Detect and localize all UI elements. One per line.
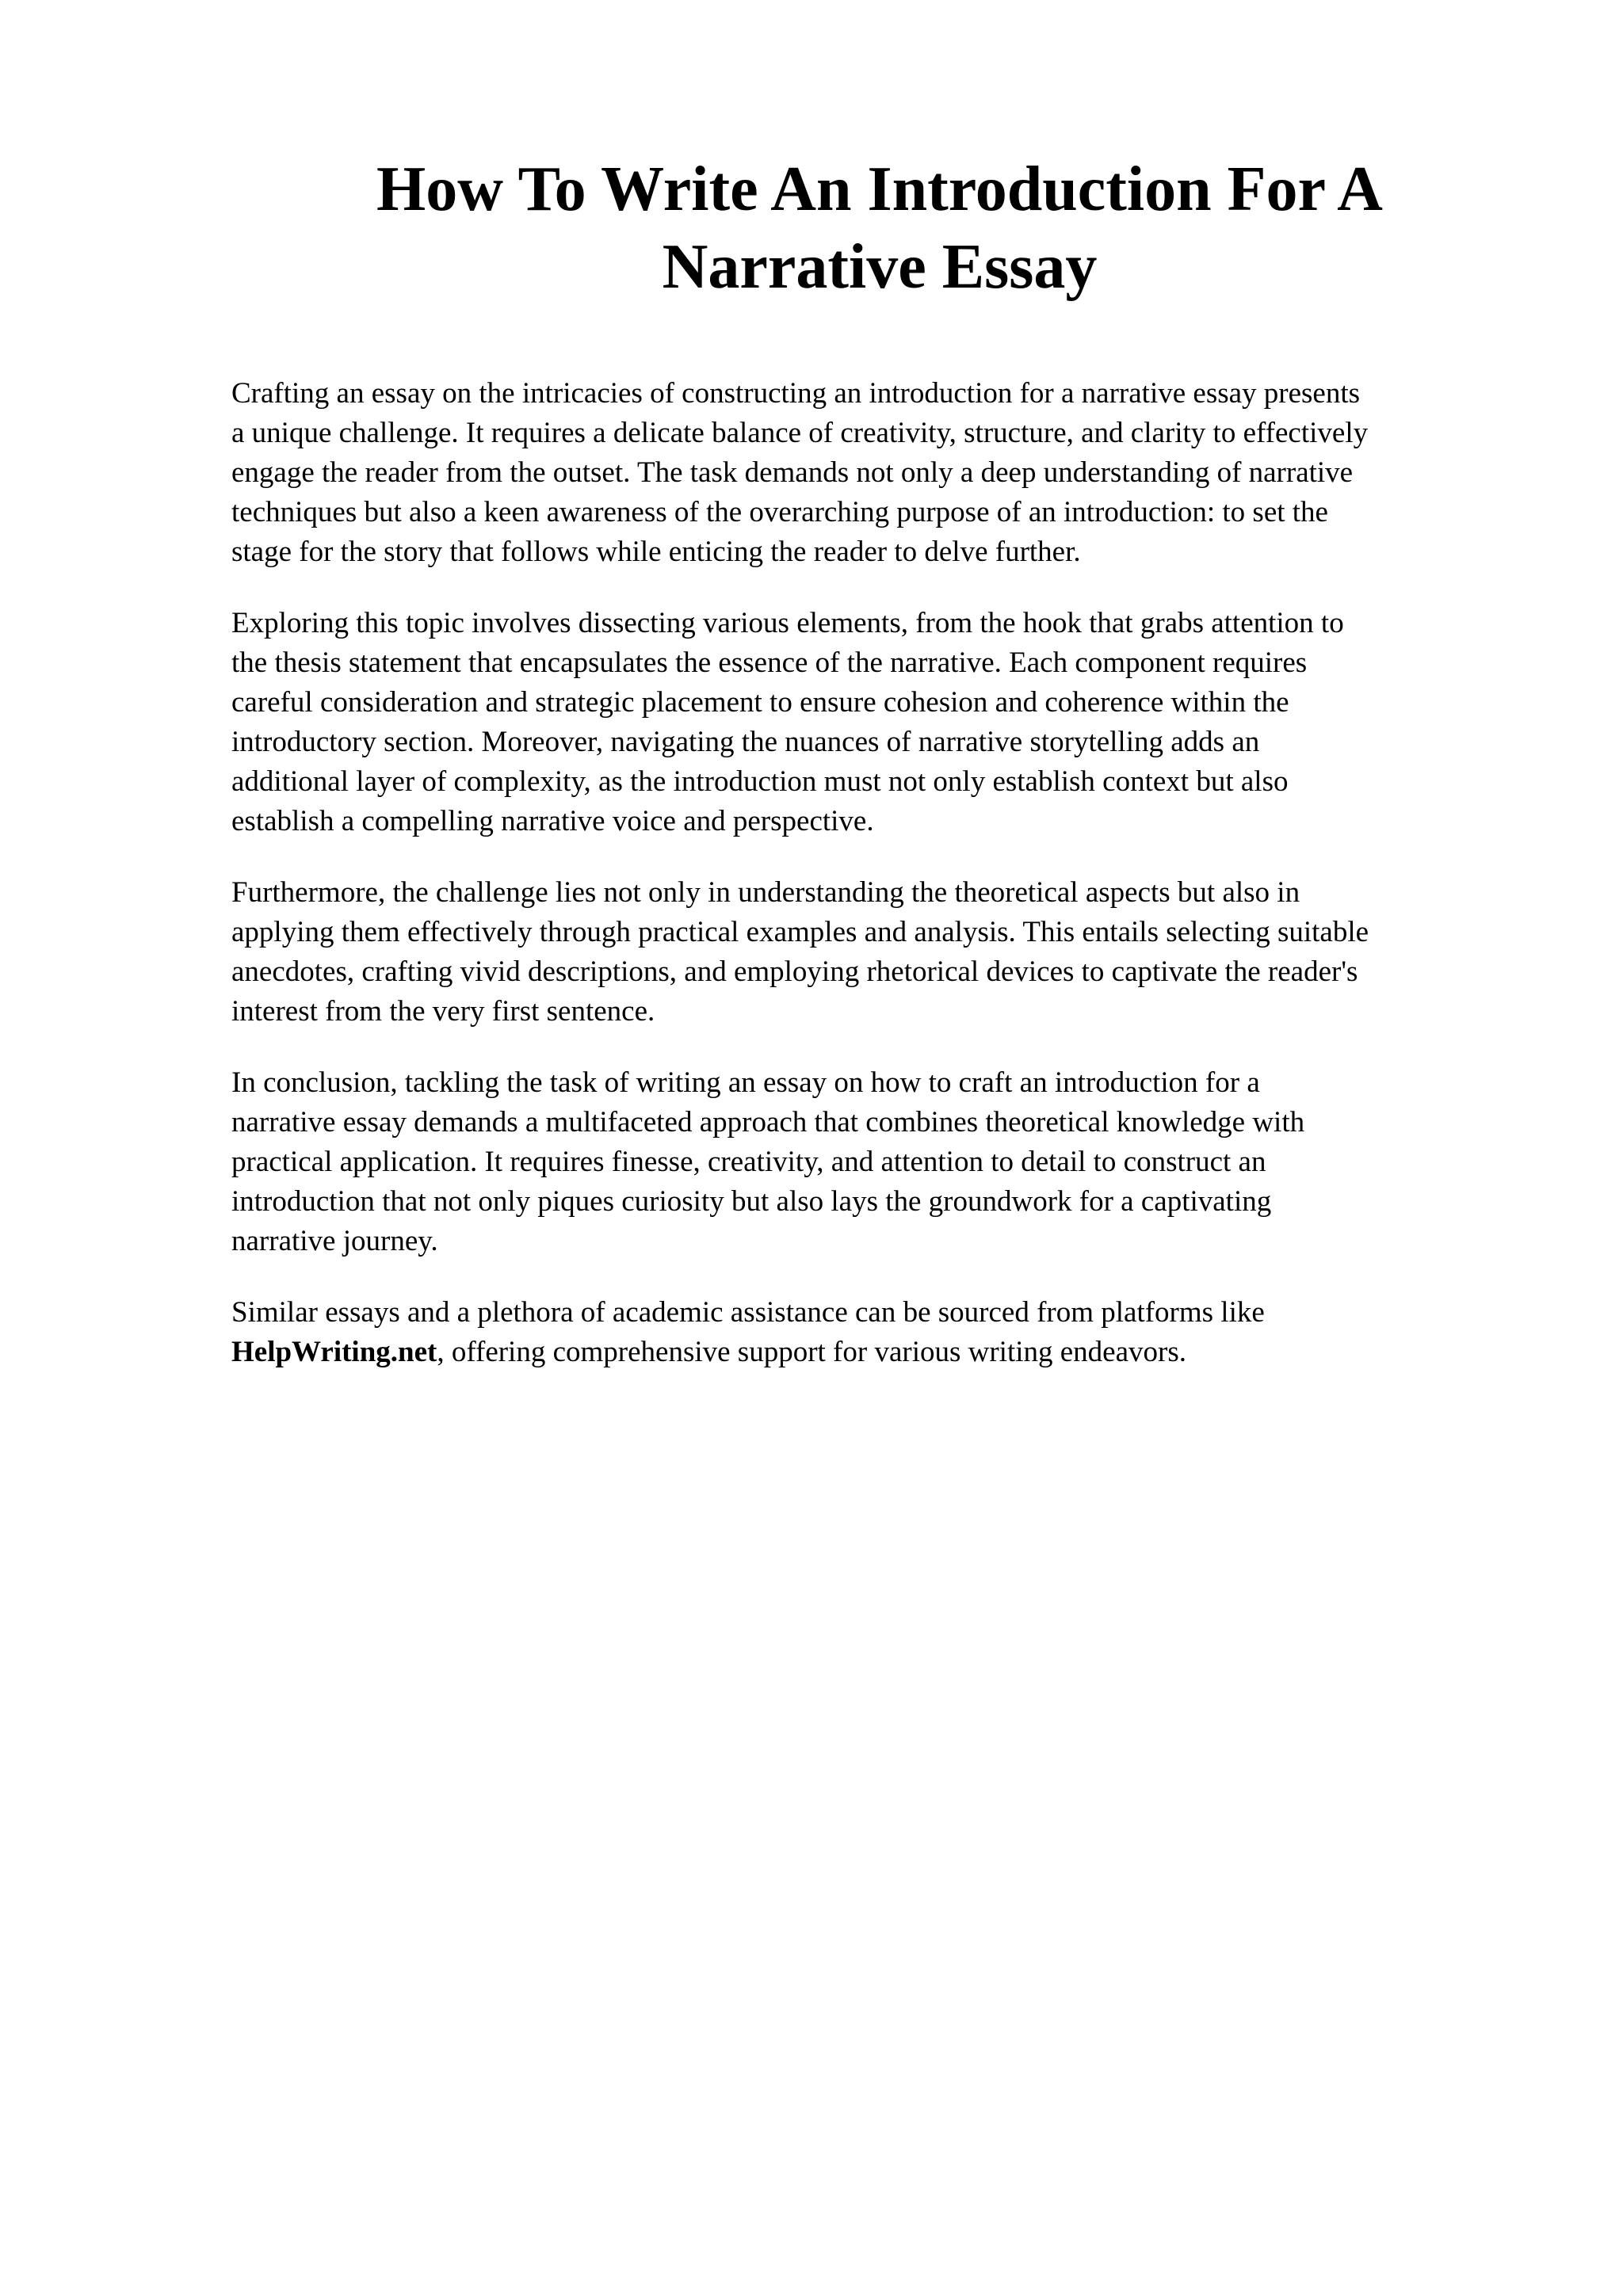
text-line: interest from the very first sentence.	[231, 995, 655, 1028]
text-line: narrative essay demands a multifaceted approach that combines theoretical knowledge with	[231, 1106, 1305, 1138]
paragraph-1	[231, 374, 1515, 572]
text-line: introductory section. Moreover, navigating the nuances of narrative storytelling adds an	[231, 726, 1260, 758]
text-line: Exploring this topic involves dissecting various elements, from the hook that grabs attention to	[231, 607, 1344, 639]
text-line: additional layer of complexity, as the introduction must not only establish context but also	[231, 765, 1289, 798]
text-line: the thesis statement that encapsulates the essence of the narrative. Each component requires	[231, 646, 1308, 679]
text-line: applying them effectively through practical examples and analysis. This entails selecting suitable	[231, 916, 1369, 948]
text-line: a unique challenge. It requires a delicate balance of creativity, structure, and clarity to effectively	[231, 417, 1369, 449]
text-line: In conclusion, tackling the task of writing an essay on how to craft an introduction for a	[231, 1066, 1260, 1099]
document-body	[231, 374, 1515, 1404]
text-line: Furthermore, the challenge lies not only in understanding the theoretical aspects but also in	[231, 876, 1300, 909]
text-line: stage for the story that follows while enticing the reader to delve further.	[231, 536, 1081, 568]
title-line: How To Write An Introduction For A	[376, 154, 1383, 224]
closing-text: , offering comprehensive support for various writing endeavors.	[437, 1336, 1186, 1368]
document-title	[317, 151, 1442, 306]
text-line	[231, 1333, 1515, 1372]
paragraph-2	[231, 604, 1515, 841]
text-line: introduction that not only piques curiosity but also lays the groundwork for a captivating	[231, 1185, 1272, 1218]
closing-paragraph	[231, 1293, 1515, 1372]
paragraph-4	[231, 1063, 1515, 1261]
text-line: Similar essays and a plethora of academic assistance can be sourced from platforms like	[231, 1296, 1265, 1329]
text-line: Crafting an essay on the intricacies of constructing an introduction for a narrative essay presents	[231, 377, 1361, 410]
text-line: careful consideration and strategic placement to ensure cohesion and coherence within the	[231, 686, 1289, 719]
helpwriting-link[interactable]: HelpWriting.net	[231, 1336, 437, 1368]
text-line: techniques but also a keen awareness of the overarching purpose of an introduction: to set the	[231, 496, 1328, 528]
text-line: establish a compelling narrative voice and perspective.	[231, 805, 874, 837]
text-line: anecdotes, crafting vivid descriptions, and employing rhetorical devices to captivate the reader's	[231, 955, 1358, 988]
text-line: engage the reader from the outset. The task demands not only a deep understanding of narrative	[231, 456, 1354, 489]
text-line: practical application. It requires finesse, creativity, and attention to detail to construct an	[231, 1146, 1266, 1178]
paragraph-3	[231, 873, 1515, 1032]
title-line: Narrative Essay	[662, 232, 1098, 302]
text-line: narrative journey.	[231, 1225, 438, 1257]
